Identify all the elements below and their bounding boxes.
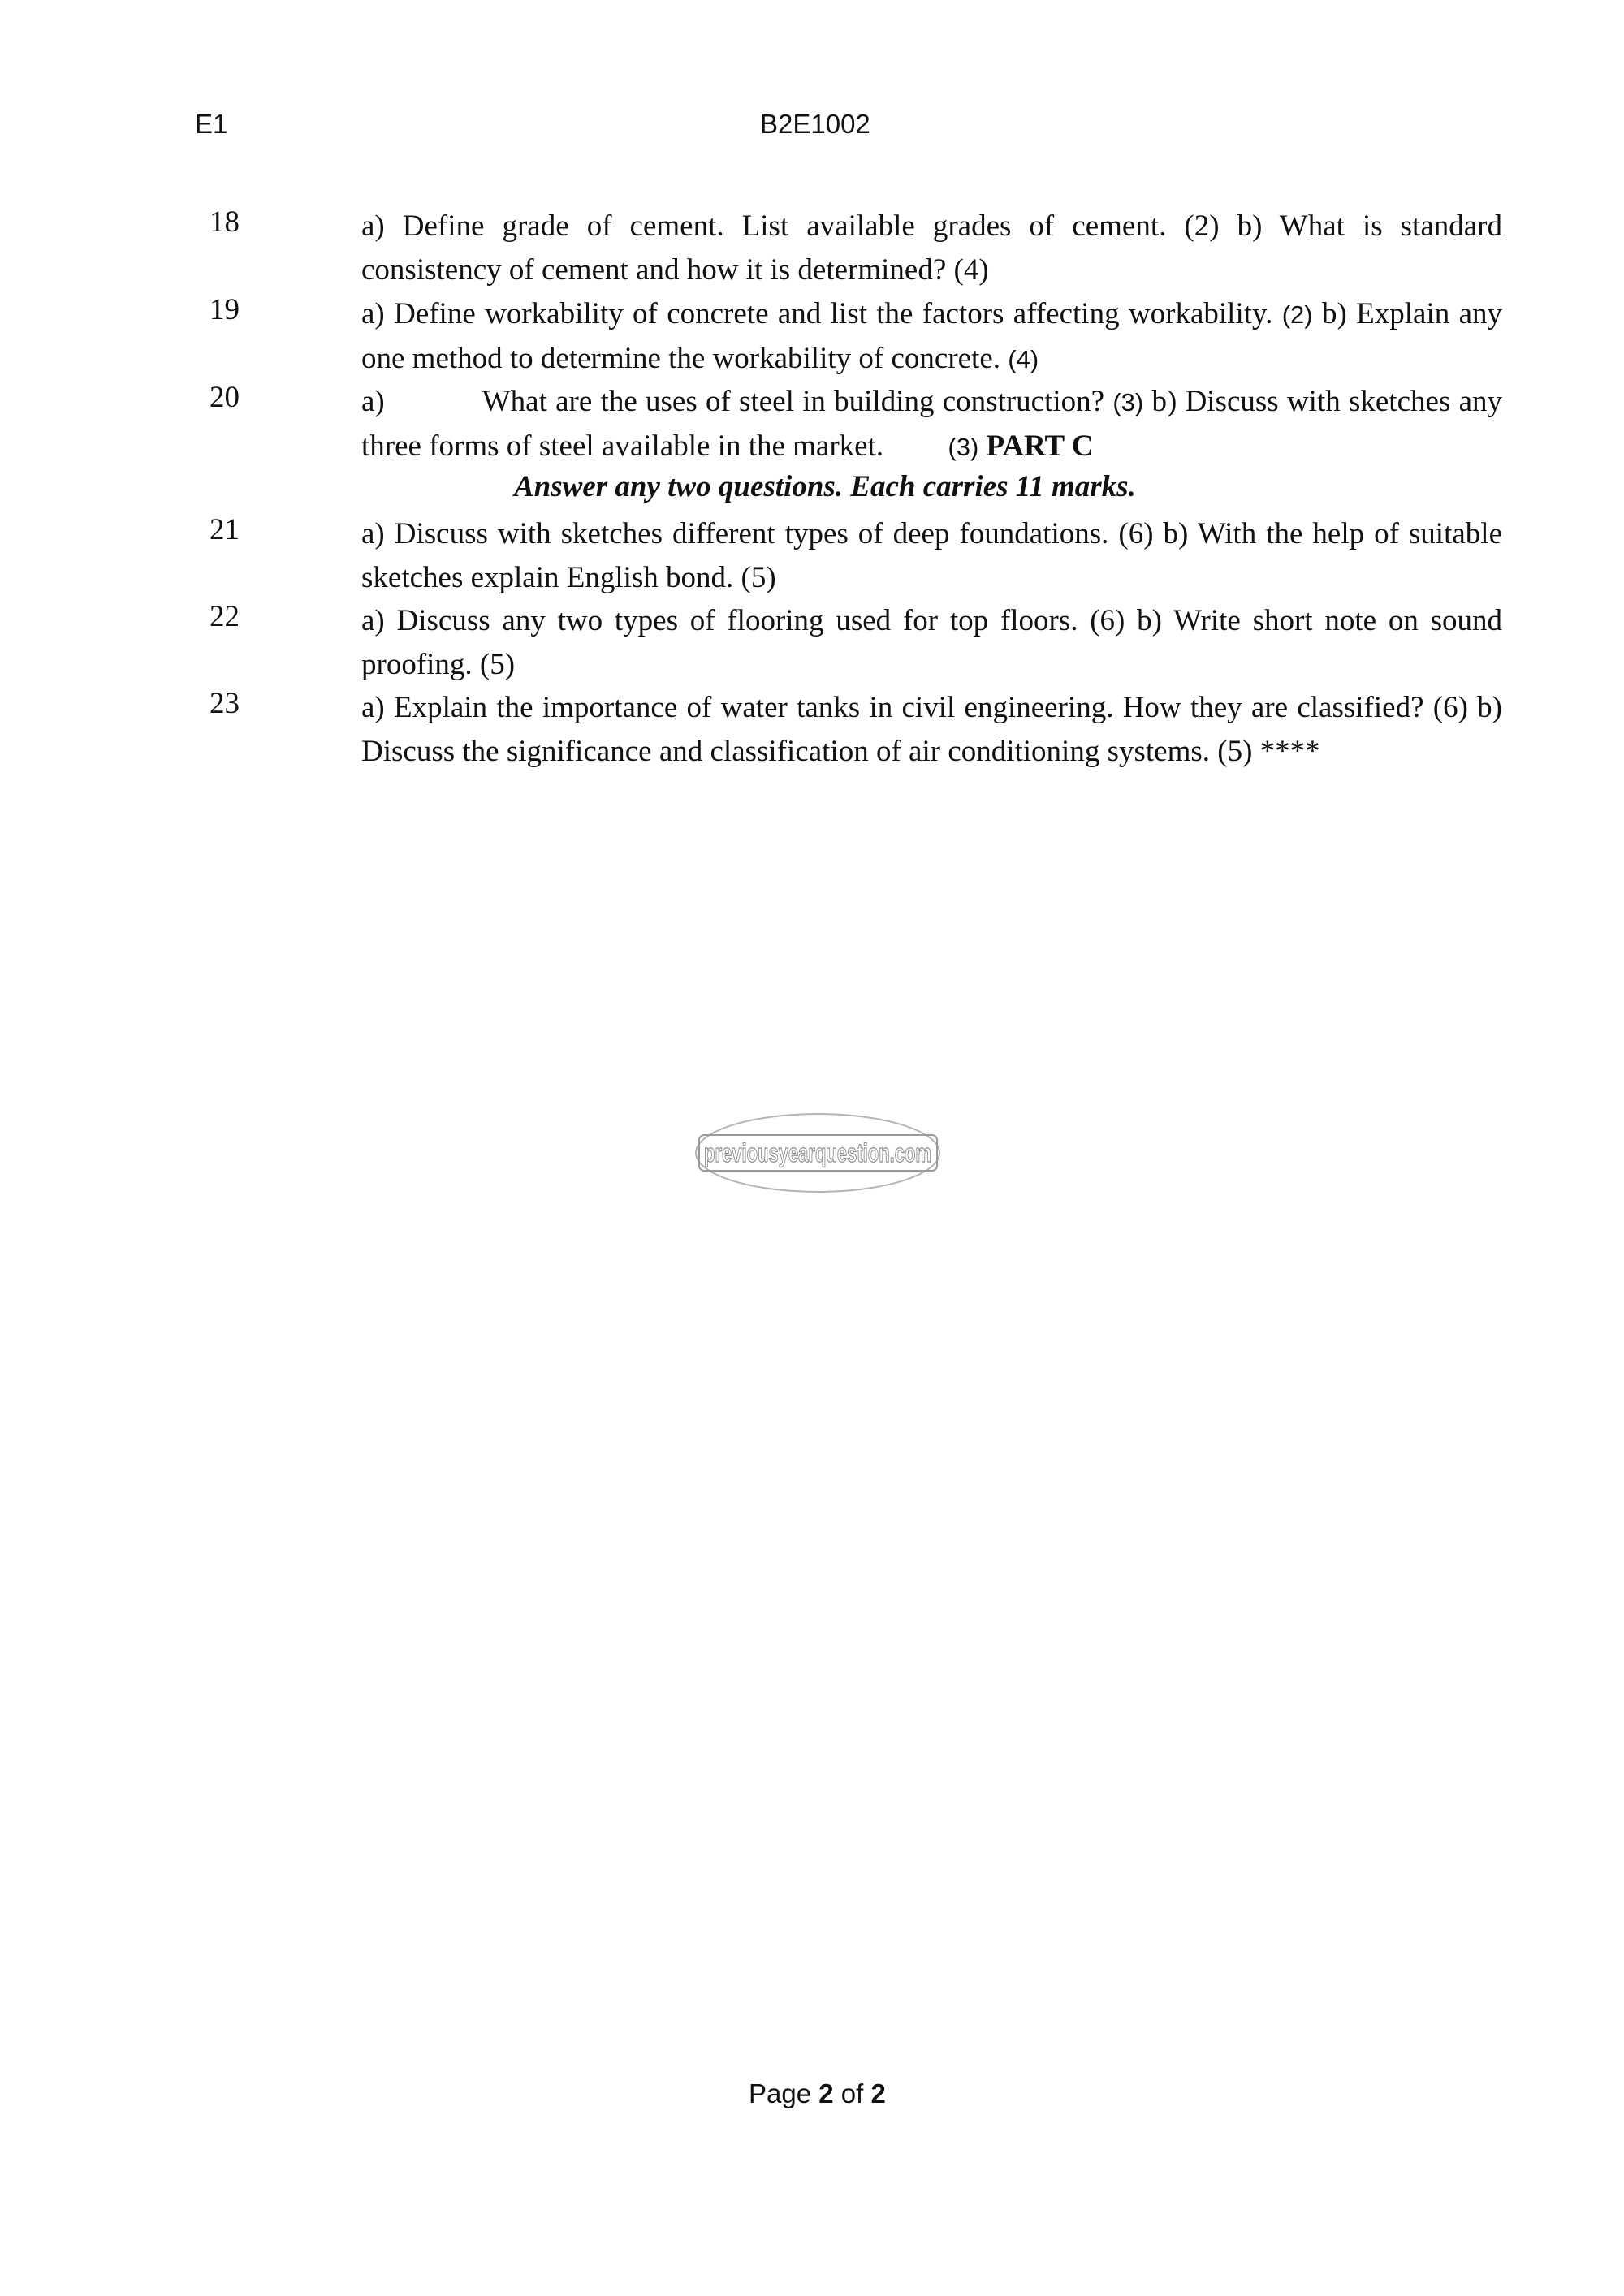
footer-page-label: Page <box>749 2078 812 2108</box>
question-20-part-b: b) Discuss with sketches any three forms of steel available in the market. <box>361 385 1503 463</box>
question-number-21: 21 <box>209 513 240 546</box>
part-c-heading: PART C <box>986 429 1094 463</box>
question-20-part-a-label: a) <box>361 385 385 418</box>
question-number-20: 20 <box>209 381 240 414</box>
question-text-19 <box>361 292 1502 382</box>
question-text-22: a) Discuss any two types of flooring used for top floors. (6) b) Write short note on sound proofing. (5) <box>361 604 1502 681</box>
question-20-mark-a: (3) <box>1112 388 1144 416</box>
question-20-part-a: What are the uses of steel in building construction? <box>482 385 1105 418</box>
question-text-23: a) Explain the importance of water tanks in civil engineering. How they are classified? (6) b) Discuss the significance and classification of air conditioning systems. (5) **** <box>361 691 1502 768</box>
question-19-mark-a: (2) <box>1281 300 1313 329</box>
question-text-20 <box>361 380 1502 469</box>
page-footer <box>749 2078 886 2109</box>
footer-current-page: 2 <box>818 2078 834 2108</box>
question-text-21: a) Discuss with sketches different types of deep foundations. (6) b) With the help of suitable sketches explain English bond. (5) <box>361 517 1502 594</box>
question-19-part-b: b) Explain any one method to determine the workability of concrete. <box>361 297 1503 375</box>
header-paper-code: B2E1002 <box>760 109 870 139</box>
header-code-left: E1 <box>195 109 228 139</box>
question-number-18: 18 <box>209 205 240 239</box>
footer-of-label: of <box>840 2078 864 2108</box>
part-c-instruction: Answer any two questions. Each carries 11 marks. <box>514 470 1136 503</box>
watermark-text: previousyearquestion.com <box>704 1138 931 1167</box>
question-number-19: 19 <box>209 293 240 326</box>
question-19-part-a: a) Define workability of concrete and list the factors affecting workability. <box>361 297 1273 330</box>
question-19-mark-b: (4) <box>1008 345 1039 373</box>
footer-total-pages: 2 <box>870 2078 886 2108</box>
watermark-logo <box>694 1112 942 1193</box>
question-20-mark-b: (3) <box>948 433 979 461</box>
question-number-22: 22 <box>209 600 240 633</box>
question-text-18: a) Define grade of cement. List available grades of cement. (2) b) What is standard consistency of cement and how it is determined? (4) <box>361 209 1502 287</box>
question-number-23: 23 <box>209 687 240 720</box>
